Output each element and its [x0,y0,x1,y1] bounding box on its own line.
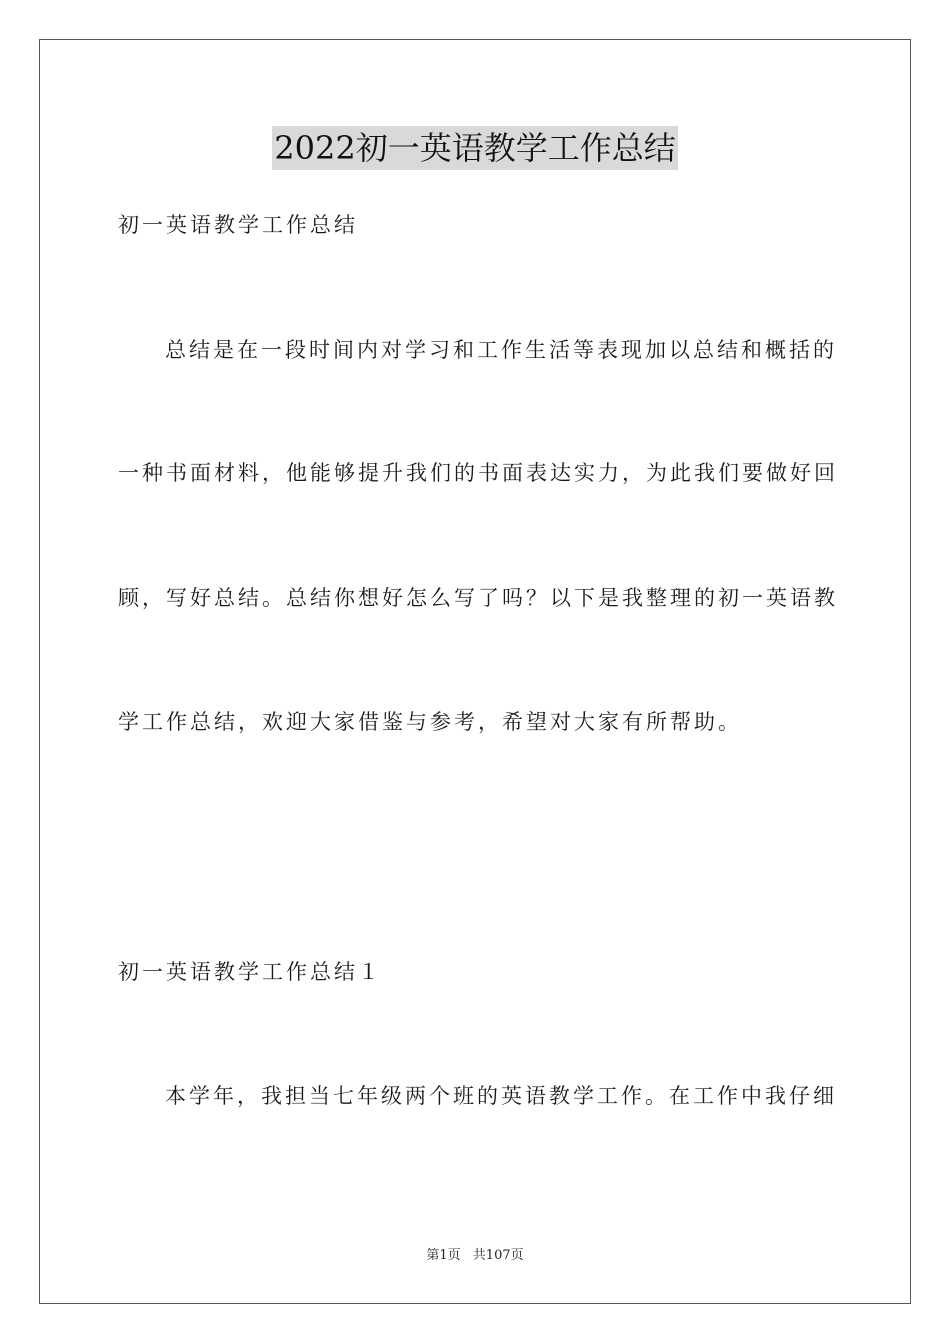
section-heading: 初一英语教学工作总结１ [118,960,382,984]
page-total: 共107页 [472,1248,524,1263]
paragraph-line: 学工作总结，欢迎大家借鉴与参考，希望对大家有所帮助。 [118,710,742,734]
paragraph-line: 总结是在一段时间内对学习和工作生活等表现加以总结和概括的 [165,338,837,362]
page-number: 第1页 [426,1248,461,1263]
title-container [0,126,950,170]
paragraph-line: 一种书面材料，他能够提升我们的书面表达实力，为此我们要做好回 [118,461,838,485]
document-title: 2022初一英语教学工作总结 [272,126,677,170]
paragraph-line: 顾，写好总结。总结你想好怎么写了吗？以下是我整理的初一英语教 [118,586,838,610]
subtitle-line: 初一英语教学工作总结 [118,213,358,237]
page-footer [0,1246,950,1266]
paragraph-line: 本学年，我担当七年级两个班的英语教学工作。在工作中我仔细 [165,1084,837,1108]
